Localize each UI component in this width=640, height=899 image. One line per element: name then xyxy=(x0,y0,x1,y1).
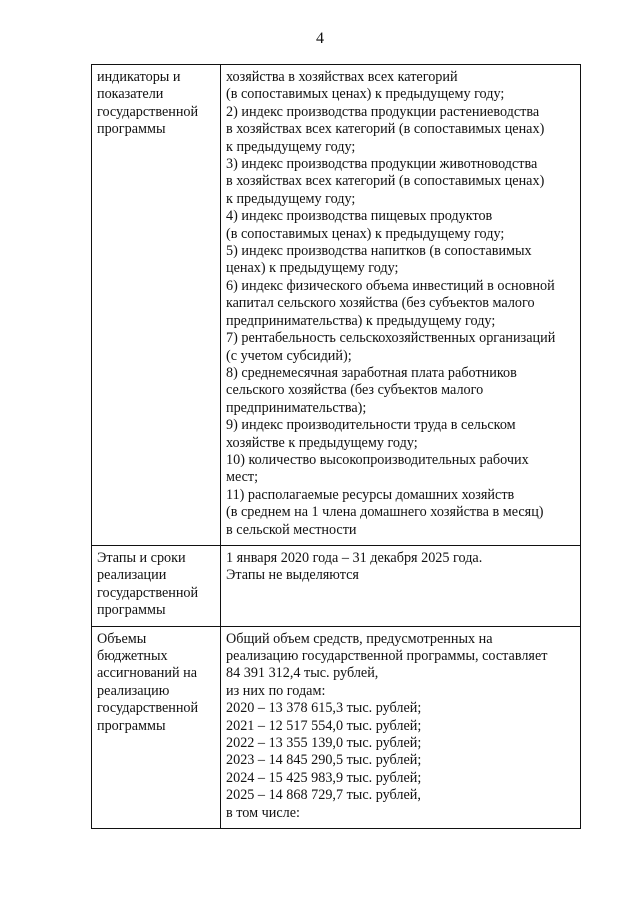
row-value-line: в хозяйствах всех категорий (в сопоставимых ценах) xyxy=(226,173,545,190)
row-value-line: предпринимательства); xyxy=(226,399,367,416)
row-label-line: государственной xyxy=(97,584,199,601)
indicators-row xyxy=(92,65,581,546)
row-value-line: к предыдущему году; xyxy=(226,138,356,155)
row-value-line: 6) индекс физического объема инвестиций в основной xyxy=(226,277,555,294)
row-value-line: 2020 – 13 378 615,3 тыс. рублей; xyxy=(226,700,422,717)
row-label-line: программы xyxy=(97,602,166,619)
row-label-line: бюджетных xyxy=(97,648,168,664)
row-value-cell xyxy=(221,545,581,626)
page-number: 4 xyxy=(316,30,324,47)
row-value-line: (в сопоставимых ценах) к предыдущему году; xyxy=(226,86,505,103)
row-value-line: капитал сельского хозяйства (без субъектов малого xyxy=(226,295,535,312)
row-value-line: Этапы не выделяются xyxy=(226,567,359,584)
row-label-line: реализацию xyxy=(97,682,170,699)
row-label-cell xyxy=(92,65,221,546)
row-value-line: 9) индекс производительности труда в сельском xyxy=(226,417,516,434)
row-value-line: 10) количество высокопроизводительных рабочих xyxy=(226,451,529,468)
row-value-line: 2022 – 13 355 139,0 тыс. рублей; xyxy=(226,735,422,752)
row-label-line: ассигнований на xyxy=(97,665,198,682)
row-value-line: (с учетом субсидий); xyxy=(226,347,352,364)
row-label-line: государственной xyxy=(97,103,199,120)
row-value-line: (в сопоставимых ценах) к предыдущему году; xyxy=(226,225,505,242)
row-value-line: 2) индекс производства продукции растениеводства xyxy=(226,103,540,120)
row-value-line: 8) среднемесячная заработная плата работников xyxy=(226,364,517,381)
row-value-line: в том числе: xyxy=(226,804,300,821)
row-label-cell xyxy=(92,545,221,626)
budget-row xyxy=(92,626,581,828)
row-value-line: Общий объем средств, предусмотренных на xyxy=(226,630,493,647)
row-label-line: индикаторы и xyxy=(97,69,181,85)
table-body xyxy=(92,65,581,829)
row-value-line: в хозяйствах всех категорий (в сопоставимых ценах) xyxy=(226,121,545,138)
row-value-line: реализацию государственной программы, составляет xyxy=(226,648,548,664)
row-value-line: 4) индекс производства пищевых продуктов xyxy=(226,208,493,225)
row-label-line: программы xyxy=(97,717,166,734)
row-value-line: 7) рентабельность сельскохозяйственных организаций xyxy=(226,330,556,347)
row-value-line: (в среднем на 1 члена домашнего хозяйства в месяц) xyxy=(226,504,544,521)
row-label-line: государственной xyxy=(97,700,199,717)
row-value-line: мест; xyxy=(226,469,259,486)
row-value-line: к предыдущему году; xyxy=(226,190,356,207)
row-label-line: показатели xyxy=(97,86,164,103)
row-value-line: 2024 – 15 425 983,9 тыс. рублей; xyxy=(226,769,422,786)
row-value-line: 3) индекс производства продукции животноводства xyxy=(226,156,538,173)
row-value-line: 1 января 2020 года – 31 декабря 2025 года. xyxy=(226,549,483,566)
row-value-line: хозяйства в хозяйствах всех категорий xyxy=(226,69,458,85)
row-value-line: 2025 – 14 868 729,7 тыс. рублей, xyxy=(226,787,421,804)
row-value-cell xyxy=(221,65,581,546)
row-value-line: предпринимательства) к предыдущему году; xyxy=(226,312,496,329)
row-label-cell xyxy=(92,626,221,828)
row-label-line: программы xyxy=(97,121,166,138)
row-value-line: 2023 – 14 845 290,5 тыс. рублей; xyxy=(226,752,422,769)
row-label-line: Объемы xyxy=(97,630,147,647)
passport-table xyxy=(91,64,581,829)
row-label-line: реализации xyxy=(97,567,167,584)
row-value-line: в сельской местности xyxy=(226,521,357,538)
row-value-line: из них по годам: xyxy=(226,682,326,699)
row-value-line: 84 391 312,4 тыс. рублей, xyxy=(226,665,379,682)
row-value-line: сельского хозяйства (без субъектов малого xyxy=(226,382,484,399)
row-value-line: хозяйстве к предыдущему году; xyxy=(226,434,418,451)
row-value-line: ценах) к предыдущему году; xyxy=(226,260,399,277)
row-value-cell xyxy=(221,626,581,828)
stages-row xyxy=(92,545,581,626)
row-value-line: 2021 – 12 517 554,0 тыс. рублей; xyxy=(226,717,422,734)
row-value-line: 5) индекс производства напитков (в сопоставимых xyxy=(226,243,532,260)
row-value-line: 11) располагаемые ресурсы домашних хозяйств xyxy=(226,486,515,503)
row-label-line: Этапы и сроки xyxy=(97,549,186,566)
